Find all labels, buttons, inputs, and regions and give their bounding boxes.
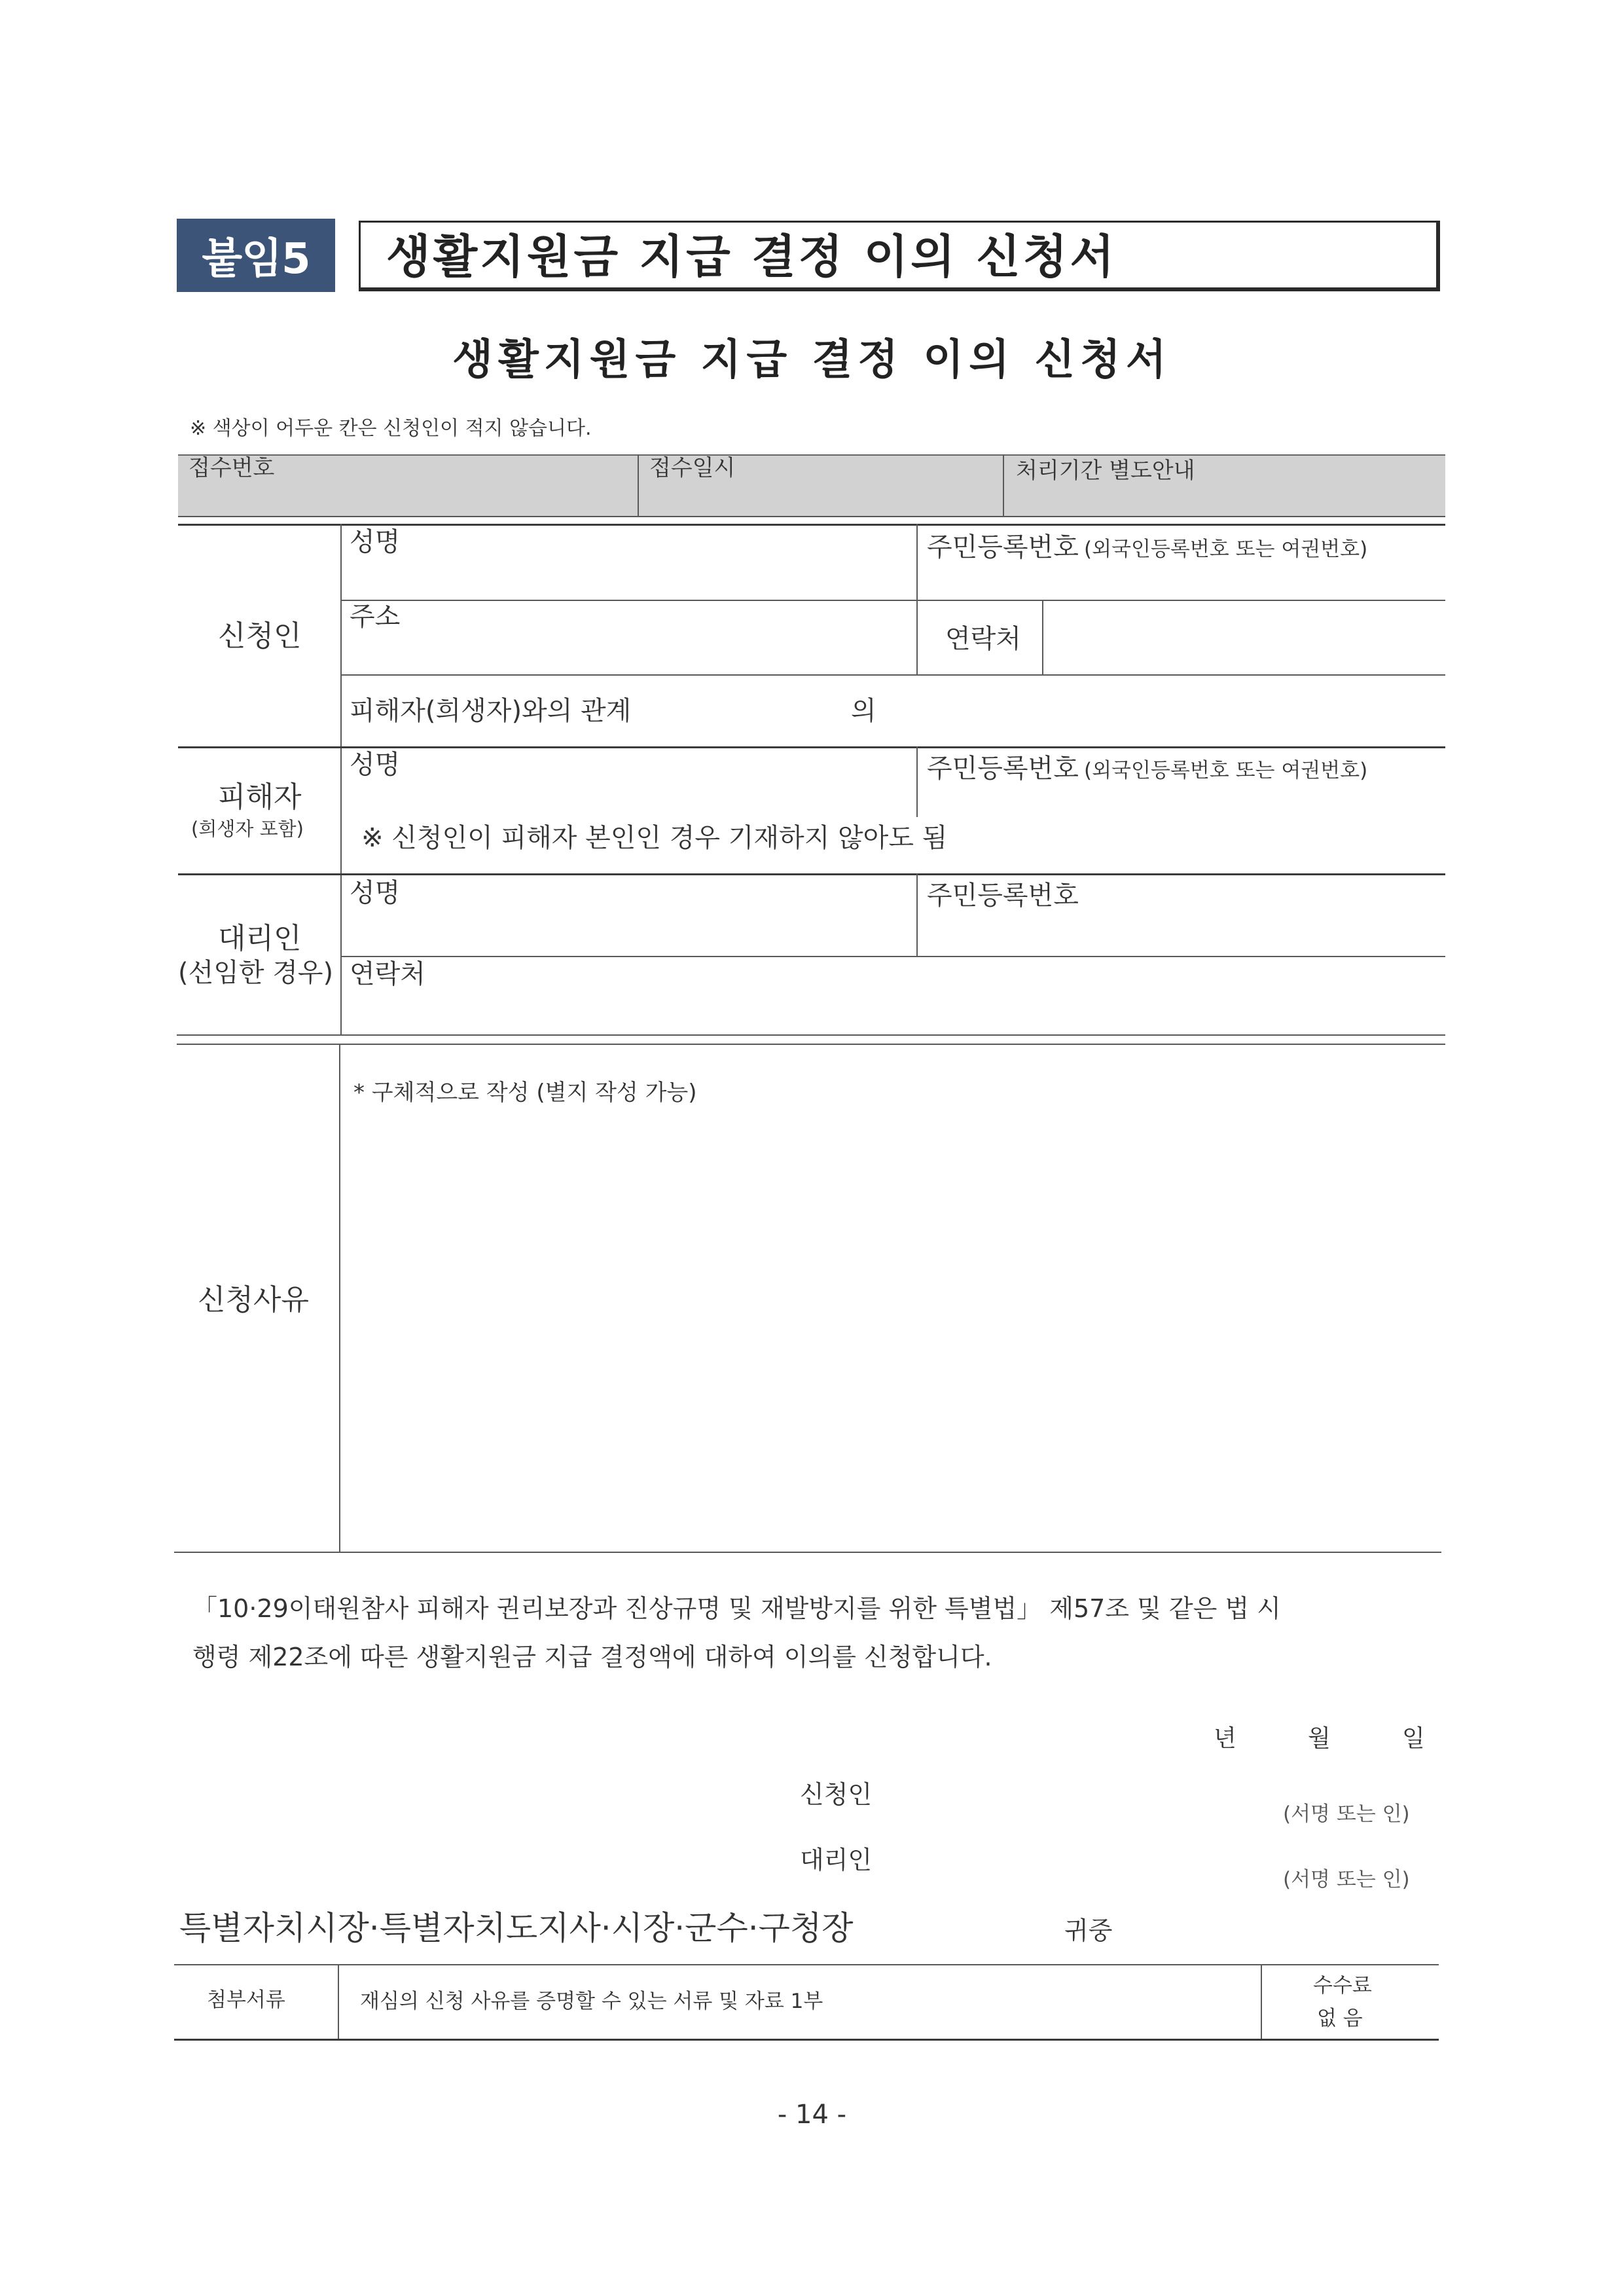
- attachment-top-border: [174, 1964, 1439, 1965]
- applicant-id-label: 주민등록번호: [927, 532, 1079, 562]
- attachment-divider-2: [1261, 1964, 1262, 2039]
- applicant-contact-label: 연락처: [945, 624, 1021, 654]
- applicant-address-label: 주소: [350, 602, 401, 632]
- agent-id-label: 주민등록번호: [927, 881, 1079, 911]
- reason-section-label: 신청사유: [198, 1283, 310, 1317]
- recipient: 특별자치시장·특별자치도지사·시장·군수·구청장: [179, 1909, 854, 1947]
- receipt-date-label: 접수일시: [649, 455, 736, 481]
- agent-section-label: 대리인: [218, 922, 302, 955]
- applicant-name-label: 성명: [350, 527, 401, 557]
- separator-line-2: [177, 1044, 1445, 1045]
- reason-bottom-border: [174, 1552, 1441, 1553]
- agent-section-sub: (선임한 경우): [178, 958, 334, 988]
- fee-label: 수수료: [1313, 1974, 1372, 1997]
- agent-top-border: [178, 873, 1445, 875]
- date-month-label: 월: [1308, 1725, 1331, 1752]
- victim-note: ※ 신청인이 피해자 본인인 경우 기재하지 않아도 됨: [361, 823, 948, 853]
- victim-id-divider: [916, 746, 918, 817]
- victim-section-sub: (희생자 포함): [191, 818, 304, 840]
- receipt-divider-1: [638, 454, 639, 517]
- relation-suffix: 의: [851, 696, 876, 726]
- attachment-label: 첨부서류: [207, 1988, 285, 2012]
- sign-applicant-note: (서명 또는 인): [1283, 1802, 1410, 1826]
- sign-agent-label: 대리인: [800, 1846, 873, 1874]
- separator-line-1: [177, 1034, 1445, 1036]
- receipt-number-label: 접수번호: [189, 455, 275, 481]
- sign-applicant-label: 신청인: [800, 1780, 873, 1809]
- victim-section-label: 피해자: [218, 780, 302, 814]
- attachment-bottom-border: [174, 2039, 1439, 2041]
- victim-id-label: 주민등록번호: [927, 754, 1079, 784]
- fee-value: 없 음: [1317, 2007, 1363, 2030]
- declaration-line-2: 행령 제22조에 따른 생활지원금 지급 결정액에 대하여 이의를 신청합니다.: [192, 1643, 992, 1671]
- applicant-contact-divider: [1042, 600, 1043, 674]
- page-number: - 14 -: [777, 2100, 847, 2130]
- receipt-band: [178, 454, 1445, 517]
- recipient-suffix: 귀중: [1064, 1916, 1113, 1945]
- agent-id-divider: [916, 873, 918, 956]
- applicant-id-divider: [916, 524, 918, 674]
- form-title: 생활지원금 지급 결정 이의 신청서: [452, 336, 1172, 384]
- table-top-border: [178, 524, 1445, 526]
- agent-contact-label: 연락처: [350, 959, 425, 989]
- attachment-content: 재심의 신청 사유를 증명할 수 있는 서류 및 자료 1부: [360, 1990, 823, 2013]
- date-day-label: 일: [1402, 1725, 1425, 1752]
- agent-row-border: [340, 956, 1445, 957]
- receipt-divider-2: [1003, 454, 1004, 517]
- sign-agent-note: (서명 또는 인): [1283, 1868, 1410, 1891]
- shading-note: ※ 색상이 어두운 칸은 신청인이 적지 않습니다.: [190, 417, 592, 440]
- agent-name-label: 성명: [350, 878, 401, 908]
- applicant-row-1-border: [340, 600, 1445, 601]
- applicant-row-2-border: [340, 674, 1445, 676]
- header-title: 생활지원금 지급 결정 이의 신청서: [386, 230, 1117, 283]
- date-year-label: 년: [1214, 1725, 1236, 1752]
- victim-name-label: 성명: [350, 750, 401, 780]
- declaration-line-1: 「10·29이태원참사 피해자 권리보장과 진상규명 및 재발방지를 위한 특별법」 제57조 및 같은 법 시: [192, 1594, 1281, 1623]
- applicant-section-label: 신청인: [218, 619, 302, 653]
- attachment-badge: 붙임5: [177, 219, 335, 292]
- victim-top-border: [178, 746, 1445, 748]
- applicant-id-note: (외국인등록번호 또는 여권번호): [1084, 538, 1368, 561]
- attachment-divider-1: [338, 1964, 339, 2039]
- victim-id-note: (외국인등록번호 또는 여권번호): [1084, 759, 1368, 782]
- reason-hint: * 구체적으로 작성 (별지 작성 가능): [353, 1080, 697, 1106]
- reason-column-divider: [339, 1045, 340, 1552]
- processing-period-label: 처리기간 별도안내: [1016, 458, 1195, 484]
- relation-label: 피해자(희생자)와의 관계: [350, 696, 632, 726]
